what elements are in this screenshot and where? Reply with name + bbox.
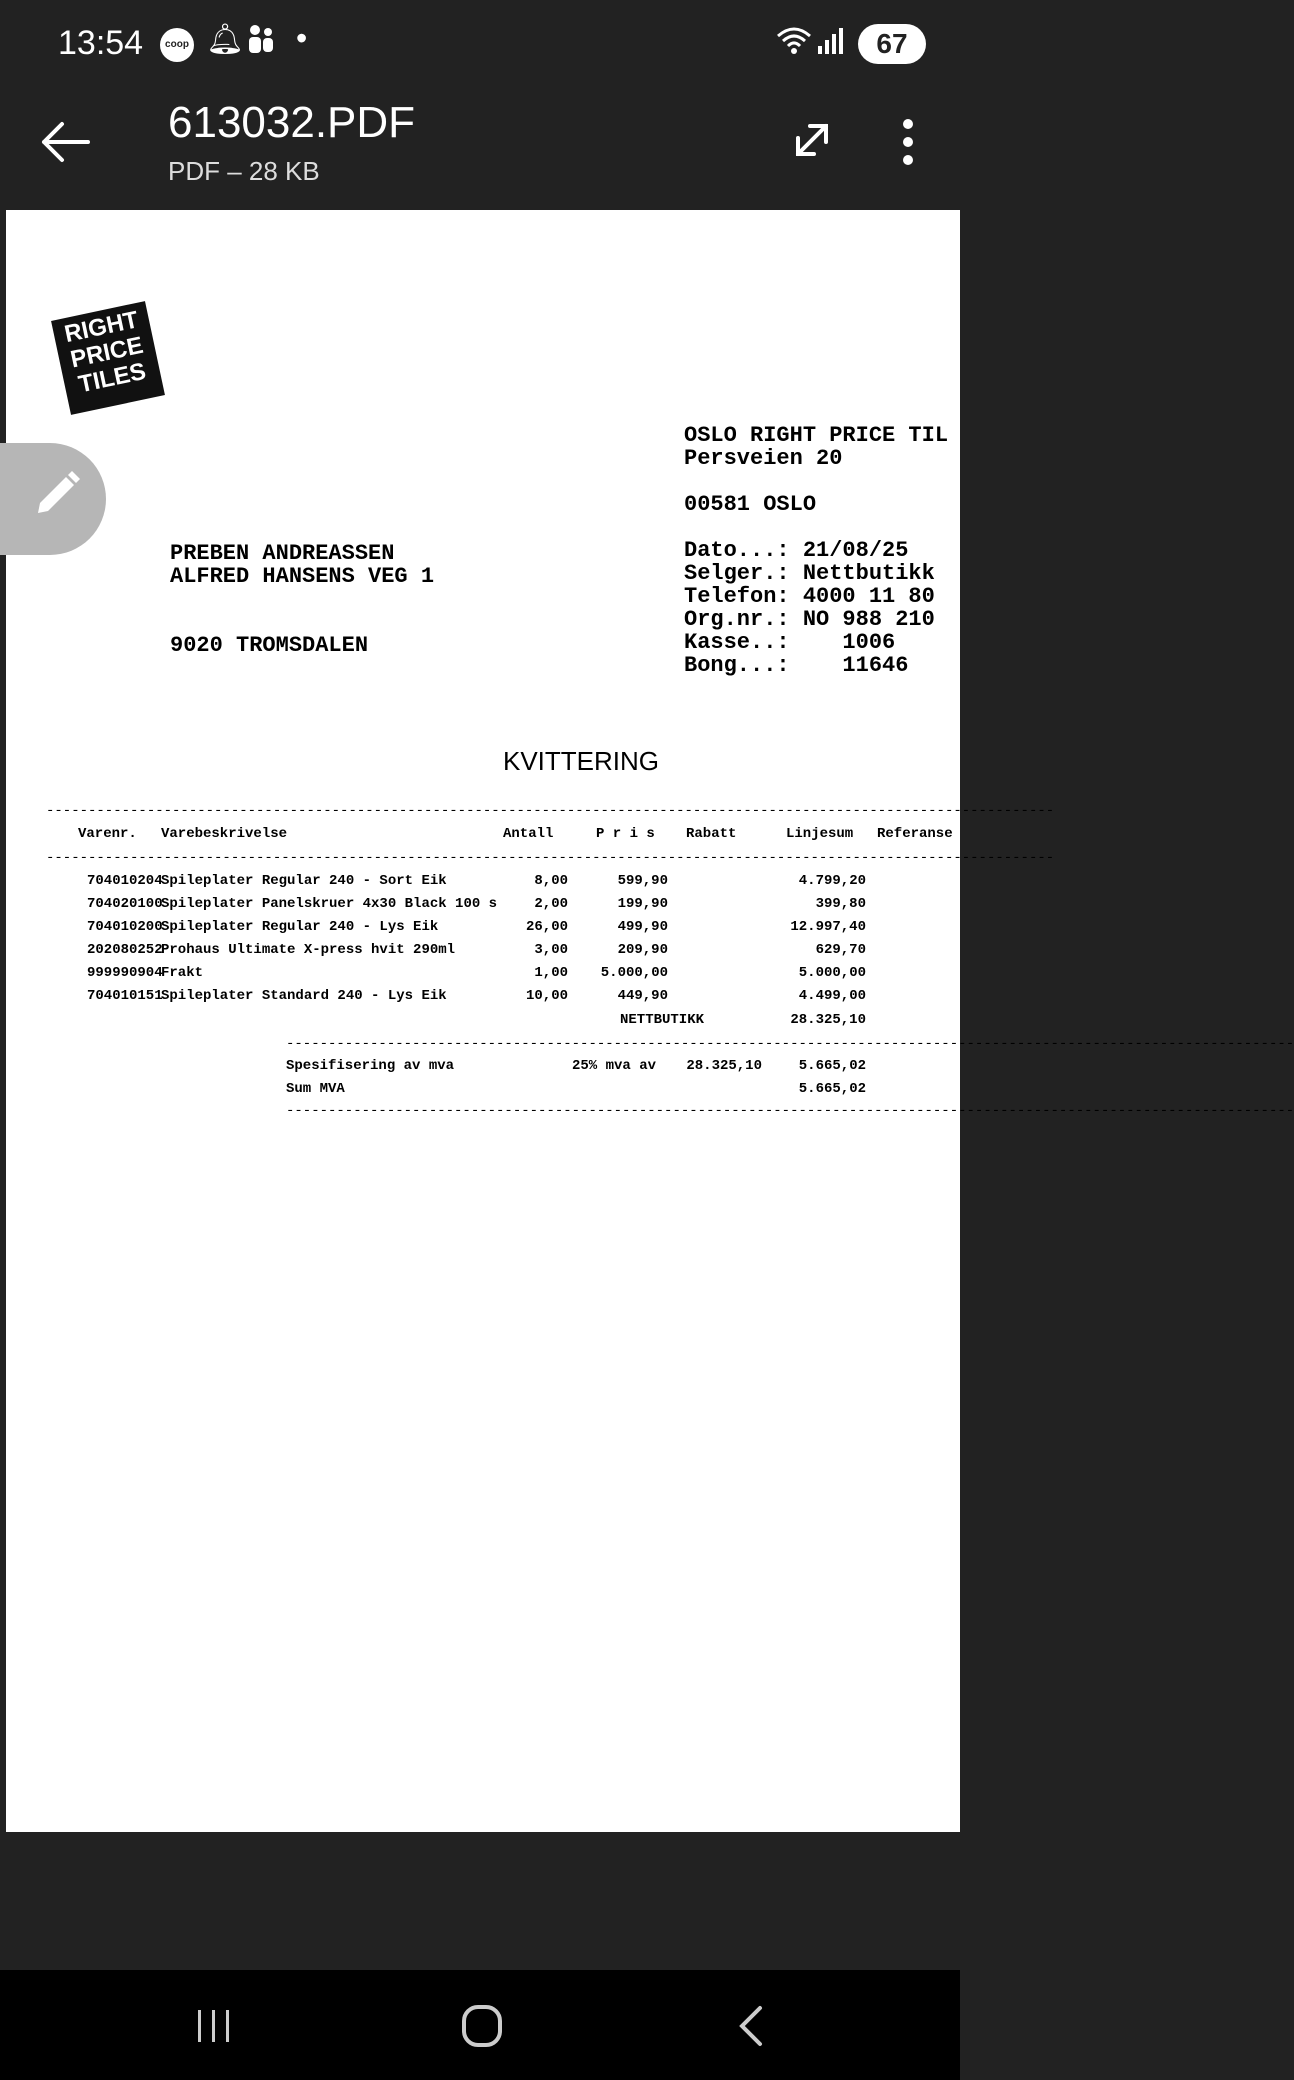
total-label: NETTBUTIKK xyxy=(620,1012,705,1028)
header-description: Varebeskrivelse xyxy=(161,826,288,842)
mva-label: Spesifisering av mva xyxy=(286,1058,455,1074)
item-sum: 5.000,00 xyxy=(798,965,866,981)
more-vertical-icon xyxy=(886,110,930,174)
item-description: Spileplater Panelskruer 4x30 Black 100 s xyxy=(161,896,498,912)
item-sum: 629,70 xyxy=(815,942,866,958)
expand-button[interactable] xyxy=(784,112,840,168)
item-quantity: 26,00 xyxy=(525,919,568,935)
item-code: 704010204 xyxy=(87,873,163,889)
recents-icon xyxy=(184,1998,244,2054)
coop-icon: coop xyxy=(160,28,194,62)
file-title: 613032.PDF xyxy=(168,98,416,147)
bell-icon: 🔔︎ xyxy=(206,23,245,56)
mva-amount: 5.665,02 xyxy=(798,1058,866,1074)
battery-icon: 67 xyxy=(858,24,926,64)
navigation-bar xyxy=(0,1970,960,2080)
item-quantity: 1,00 xyxy=(534,965,568,981)
chevron-left-icon xyxy=(722,1998,782,2054)
divider: ------------------------------------------------------------------------------------------------------------------------ xyxy=(286,1103,1294,1119)
app-bar xyxy=(0,92,960,208)
item-quantity: 8,00 xyxy=(534,873,568,889)
total-value: 28.325,10 xyxy=(790,1012,866,1028)
item-code: 999990904 xyxy=(87,965,163,981)
item-quantity: 2,00 xyxy=(534,896,568,912)
mva-base: 28.325,10 xyxy=(686,1058,762,1074)
item-quantity: 10,00 xyxy=(525,988,568,1004)
item-description: Spileplater Regular 240 - Lys Eik xyxy=(161,919,439,935)
edit-button[interactable] xyxy=(0,443,106,555)
item-sum: 4.499,00 xyxy=(798,988,866,1004)
item-description: Spileplater Regular 240 - Sort Eik xyxy=(161,873,447,889)
divider: ------------------------------------------------------------------------------------------------------------------------ xyxy=(46,803,1055,819)
item-price: 199,90 xyxy=(617,896,668,912)
viewer-background xyxy=(0,1834,960,1970)
expand-icon xyxy=(784,112,840,168)
recents-button[interactable] xyxy=(184,1998,244,2054)
item-code: 704020100 xyxy=(87,896,163,912)
store-logo: RIGHT PRICE TILES xyxy=(51,301,165,415)
header-rabatt: Rabatt xyxy=(686,826,737,842)
item-description: Frakt xyxy=(161,965,204,981)
item-sum: 4.799,20 xyxy=(798,873,866,889)
item-code: 704010151 xyxy=(87,988,163,1004)
sum-mva-value: 5.665,02 xyxy=(798,1081,866,1097)
item-description: Spileplater Standard 240 - Lys Eik xyxy=(161,988,447,1004)
header-linjesum: Linjesum xyxy=(786,826,854,842)
item-quantity: 3,00 xyxy=(534,942,568,958)
divider: ------------------------------------------------------------------------------------------------------------------------ xyxy=(286,1036,1294,1052)
receipt-title: KVITTERING xyxy=(503,746,660,776)
item-price: 599,90 xyxy=(617,873,668,889)
people-icon xyxy=(244,22,278,64)
home-button[interactable] xyxy=(452,1998,512,2054)
back-nav-button[interactable] xyxy=(722,1998,782,2054)
store-address-block: OSLO RIGHT PRICE TIL Persveien 20 00581 OSLO Dato...: 21/08/25 Selger.: Nettbutikk Telefon: 4000 11 80 Org.nr.: NO 988 210 Kasse..: 1006 Bong...: 11646 xyxy=(684,423,949,678)
item-price: 209,90 xyxy=(617,942,668,958)
item-code: 202080252 xyxy=(87,942,163,958)
signal-icon xyxy=(816,26,846,61)
back-button[interactable] xyxy=(36,112,96,172)
item-description: Prohaus Ultimate X-press hvit 290ml xyxy=(161,942,456,958)
header-antall: Antall xyxy=(503,826,554,842)
item-price: 5.000,00 xyxy=(600,965,668,981)
header-varenr: Varenr. xyxy=(78,826,137,842)
item-sum: 12.997,40 xyxy=(790,919,866,935)
pencil-icon xyxy=(0,443,106,555)
pdf-page[interactable] xyxy=(6,210,1294,1832)
customer-address-block: PREBEN ANDREASSEN ALFRED HANSENS VEG 1 9020 TROMSDALEN xyxy=(170,541,435,658)
status-bar xyxy=(0,0,960,92)
notification-dot-icon: • xyxy=(296,20,308,56)
wifi-icon xyxy=(776,26,812,61)
sum-mva-label: Sum MVA xyxy=(286,1081,345,1097)
file-subtitle: PDF – 28 KB xyxy=(168,156,320,186)
header-referanse: Referanse xyxy=(877,826,953,842)
item-code: 704010200 xyxy=(87,919,163,935)
status-time: 13:54 xyxy=(58,24,144,62)
back-arrow-icon xyxy=(36,112,96,172)
home-icon xyxy=(452,1998,512,2054)
item-price: 449,90 xyxy=(617,988,668,1004)
divider: ------------------------------------------------------------------------------------------------------------------------ xyxy=(46,850,1055,866)
more-options-button[interactable] xyxy=(886,110,930,174)
item-sum: 399,80 xyxy=(815,896,866,912)
header-pris: P r i s xyxy=(596,826,655,842)
item-price: 499,90 xyxy=(617,919,668,935)
mva-rate: 25% mva av xyxy=(572,1058,657,1074)
